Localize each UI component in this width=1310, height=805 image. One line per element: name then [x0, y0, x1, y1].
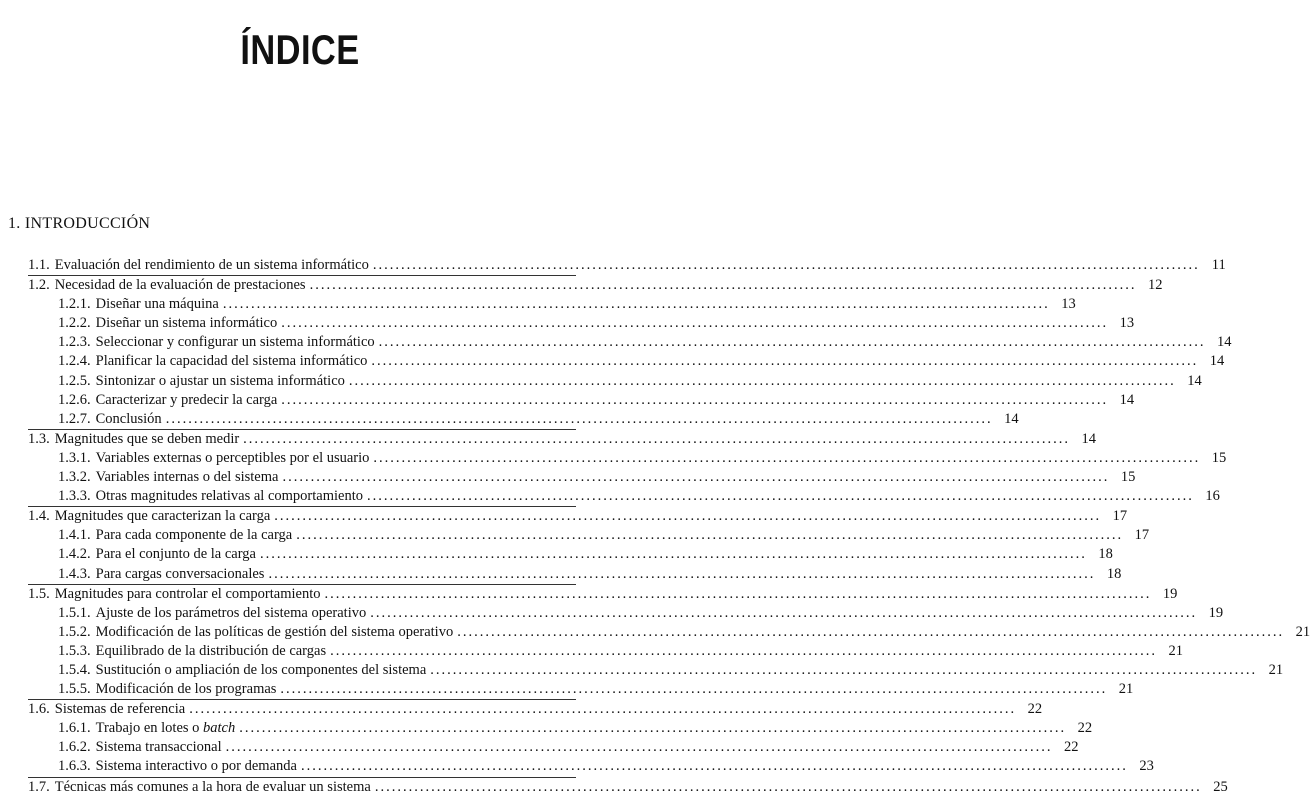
dot-leader	[367, 487, 1194, 506]
dot-leader	[282, 468, 1109, 487]
toc-entry-number: 1.3.2.	[58, 469, 91, 486]
toc-entry-number: 1.1.	[28, 257, 50, 273]
toc-entry-number: 1.6.2.	[58, 739, 91, 756]
dot-leader	[223, 295, 1050, 314]
toc-entry-text: Variables internas o del sistema	[95, 469, 279, 486]
toc-entry-page: 16	[1205, 488, 1220, 505]
toc-entry-text: Variables externas o perceptibles por el usuario	[95, 449, 370, 466]
toc-entry-page: 19	[1162, 585, 1178, 602]
dot-leader	[268, 565, 1095, 584]
toc-entry-title	[96, 449, 370, 468]
toc-entry-number: 1.4.2.	[58, 546, 91, 563]
toc-entry-text: Seleccionar y configurar un sistema informático	[95, 334, 375, 351]
toc-entry-text: Diseñar un sistema informático	[95, 315, 278, 332]
toc-entry-page: 14	[1004, 410, 1019, 427]
toc-entry-page: 22	[1027, 701, 1043, 718]
dot-leader	[166, 410, 993, 429]
dot-leader	[375, 778, 1202, 797]
toc-entry-title	[96, 545, 256, 564]
toc-entry-text: Magnitudes para controlar el comportamiento	[54, 585, 321, 602]
toc-entry-title	[55, 276, 306, 295]
toc-entry-title	[96, 623, 454, 642]
toc-entry	[28, 507, 1128, 526]
toc-entry-text: Trabajo en lotes o	[95, 720, 204, 737]
toc-entry-number: 1.5.2.	[58, 623, 91, 640]
toc-entry	[28, 719, 1093, 738]
toc-entry-title	[96, 295, 219, 314]
dot-leader	[371, 352, 1198, 371]
dot-leader	[189, 700, 1016, 719]
toc-entry	[28, 565, 1122, 585]
toc-entry	[28, 757, 1154, 777]
toc-entry-title	[96, 468, 279, 487]
toc-entry-text: Magnitudes que se deben medir	[54, 430, 240, 447]
toc-entry-title	[96, 604, 367, 623]
toc-entry-number: 1.5.1.	[58, 604, 91, 621]
dot-leader	[325, 585, 1152, 604]
dot-leader	[274, 507, 1101, 526]
toc-entry-number: 1.2.5.	[58, 372, 91, 389]
toc-entry-number: 1.5.3.	[58, 642, 91, 659]
toc-entry-text: Ajuste de los parámetros del sistema operativo	[95, 604, 367, 621]
toc-entry-title	[55, 507, 271, 526]
dot-leader	[373, 449, 1200, 468]
toc-entry-page: 19	[1208, 604, 1224, 621]
toc-entry	[28, 314, 1135, 333]
toc-entry-title	[96, 680, 277, 699]
toc-entry-page: 13	[1119, 315, 1135, 332]
toc-entry-number: 1.4.3.	[58, 565, 91, 582]
toc-entry-page: 14	[1081, 430, 1097, 447]
toc-entry-title	[96, 642, 326, 661]
toc-entry	[28, 700, 1043, 719]
page-title: ÍNDICE	[240, 26, 360, 73]
toc-entry-number: 1.3.1.	[58, 449, 91, 466]
toc-entry-text: Para cargas conversacionales	[95, 565, 265, 582]
toc-entry-number: 1.5.5.	[58, 681, 91, 698]
toc-entry-page: 21	[1268, 661, 1284, 678]
dot-leader	[310, 276, 1137, 295]
toc-entry-number: 1.6.3.	[58, 758, 91, 775]
toc-entry-number: 1.6.	[28, 701, 50, 718]
toc-entry-title	[96, 526, 293, 545]
toc-entry-number: 1.6.1.	[58, 720, 91, 737]
toc-entry-title	[96, 410, 162, 429]
dot-leader	[243, 430, 1070, 449]
toc-entry-title	[96, 661, 427, 680]
dot-leader	[457, 623, 1284, 642]
toc-entry-text: Sistema transaccional	[95, 739, 222, 756]
table-of-contents	[28, 256, 1310, 797]
toc-entry-page: 14	[1187, 372, 1202, 389]
toc-entry-title	[96, 314, 278, 333]
toc-entry-text: Para cada componente de la carga	[95, 527, 293, 544]
dot-leader	[430, 661, 1257, 680]
toc-entry	[28, 352, 1225, 371]
dot-leader	[226, 738, 1053, 757]
toc-entry-title	[96, 487, 363, 506]
toc-entry-title	[96, 333, 375, 352]
toc-entry-number: 1.3.	[28, 430, 50, 447]
toc-entry	[28, 333, 1232, 352]
toc-entry	[28, 680, 1134, 700]
toc-entry-title	[55, 430, 239, 449]
toc-entry	[28, 372, 1202, 391]
toc-entry-page: 25	[1213, 778, 1228, 795]
toc-entry	[28, 526, 1150, 545]
dot-leader	[260, 545, 1087, 564]
toc-entry	[28, 585, 1178, 604]
toc-entry-text: Técnicas más comunes a la hora de evaluar un sistema	[54, 778, 371, 795]
toc-entry	[28, 256, 1226, 276]
dot-leader	[239, 719, 1066, 738]
toc-entry	[28, 410, 1019, 430]
toc-entry-title	[55, 700, 185, 719]
toc-entry-number: 1.2.4.	[58, 353, 91, 370]
toc-entry	[28, 487, 1220, 507]
toc-entry-text: Modificación de los programas	[95, 681, 277, 698]
toc-entry	[28, 430, 1097, 449]
chapter-heading: 1. INTRODUCCIÓN	[8, 215, 151, 232]
toc-entry-text: Sistemas de referencia	[54, 701, 186, 718]
toc-entry-page: 13	[1061, 296, 1076, 313]
toc-entry-page: 18	[1106, 565, 1122, 582]
toc-entry	[28, 276, 1163, 295]
toc-entry-text: Necesidad de la evaluación de prestaciones	[54, 277, 306, 294]
toc-entry	[28, 391, 1135, 410]
toc-entry-italic-text: batch	[203, 720, 236, 737]
dot-leader	[296, 526, 1123, 545]
toc-entry-page: 15	[1120, 469, 1136, 486]
toc-entry-text: Otras magnitudes relativas al comportamiento	[95, 488, 363, 505]
toc-entry-page: 22	[1077, 720, 1093, 737]
toc-entry-page: 14	[1217, 334, 1232, 351]
dot-leader	[373, 256, 1200, 275]
toc-entry-text: Sustitución o ampliación de los componentes del sistema	[95, 661, 427, 678]
toc-entry-page: 15	[1211, 449, 1227, 466]
toc-entry-text: Magnitudes que caracterizan la carga	[54, 508, 271, 525]
toc-entry-number: 1.2.2.	[58, 315, 91, 332]
dot-leader	[280, 680, 1107, 699]
toc-entry-title	[55, 585, 321, 604]
toc-entry	[28, 545, 1113, 564]
toc-entry	[28, 449, 1227, 468]
dot-leader	[301, 757, 1128, 776]
toc-entry-page: 14	[1119, 391, 1135, 408]
toc-entry	[28, 642, 1183, 661]
toc-entry-text: Caracterizar y predecir la carga	[95, 391, 278, 408]
toc-entry-title	[96, 738, 222, 757]
dot-leader	[330, 642, 1157, 661]
toc-entry-title	[96, 391, 278, 410]
toc-entry-number: 1.2.6.	[58, 391, 91, 408]
toc-entry-page: 21	[1168, 642, 1183, 659]
toc-entry-text: Para el conjunto de la carga	[95, 546, 256, 563]
toc-entry-page: 11	[1211, 257, 1226, 273]
toc-entry-title	[96, 565, 265, 584]
dot-leader	[370, 604, 1197, 623]
toc-entry-page: 23	[1139, 758, 1154, 775]
toc-entry-page: 17	[1134, 527, 1150, 544]
toc-entry-text: Equilibrado de la distribución de cargas	[95, 642, 327, 659]
toc-entry-text: Planificar la capacidad del sistema informático	[95, 353, 368, 370]
toc-entry-text: Sistema interactivo o por demanda	[95, 758, 297, 775]
toc-entry	[28, 623, 1310, 642]
toc-entry-number: 1.5.	[28, 585, 50, 602]
toc-entry-page: 21	[1118, 681, 1134, 698]
toc-entry-page: 17	[1112, 508, 1128, 525]
toc-entry-title	[55, 778, 371, 797]
toc-entry-number: 1.2.3.	[58, 334, 91, 351]
toc-entry-number: 1.4.	[28, 508, 50, 525]
toc-entry-text: Conclusión	[95, 410, 162, 427]
toc-entry-page: 12	[1147, 277, 1163, 294]
dot-leader	[281, 391, 1108, 410]
toc-entry-page: 14	[1209, 353, 1225, 370]
toc-entry-number: 1.3.3.	[58, 488, 91, 505]
toc-entry-text: Diseñar una máquina	[95, 296, 219, 313]
toc-entry-page: 22	[1064, 739, 1079, 756]
toc-entry-title	[96, 719, 236, 738]
toc-entry-page: 21	[1295, 623, 1310, 640]
toc-entry	[28, 295, 1076, 314]
toc-entry-title	[96, 352, 368, 371]
toc-entry-number: 1.2.7.	[58, 410, 91, 427]
toc-entry-title	[96, 372, 345, 391]
toc-entry	[28, 661, 1284, 680]
toc-entry	[28, 738, 1079, 757]
toc-entry	[28, 604, 1224, 623]
dot-leader	[349, 372, 1176, 391]
toc-entry-text: Modificación de las políticas de gestión del sistema operativo	[95, 623, 454, 640]
dot-leader	[281, 314, 1108, 333]
toc-entry-number: 1.2.	[28, 277, 50, 294]
toc-entry-text: Sintonizar o ajustar un sistema informático	[95, 372, 345, 389]
toc-entry-number: 1.2.1.	[58, 296, 91, 313]
toc-entry-title	[96, 757, 297, 776]
toc-entry-text: Evaluación del rendimiento de un sistema informático	[54, 257, 369, 273]
toc-entry-number: 1.4.1.	[58, 527, 91, 544]
toc-entry	[28, 778, 1228, 797]
toc-entry-number: 1.7.	[28, 778, 50, 795]
dot-leader	[379, 333, 1206, 352]
toc-entry-title	[55, 256, 369, 275]
toc-entry	[28, 468, 1136, 487]
toc-entry-page: 18	[1098, 546, 1113, 563]
toc-entry-number: 1.5.4.	[58, 661, 91, 678]
